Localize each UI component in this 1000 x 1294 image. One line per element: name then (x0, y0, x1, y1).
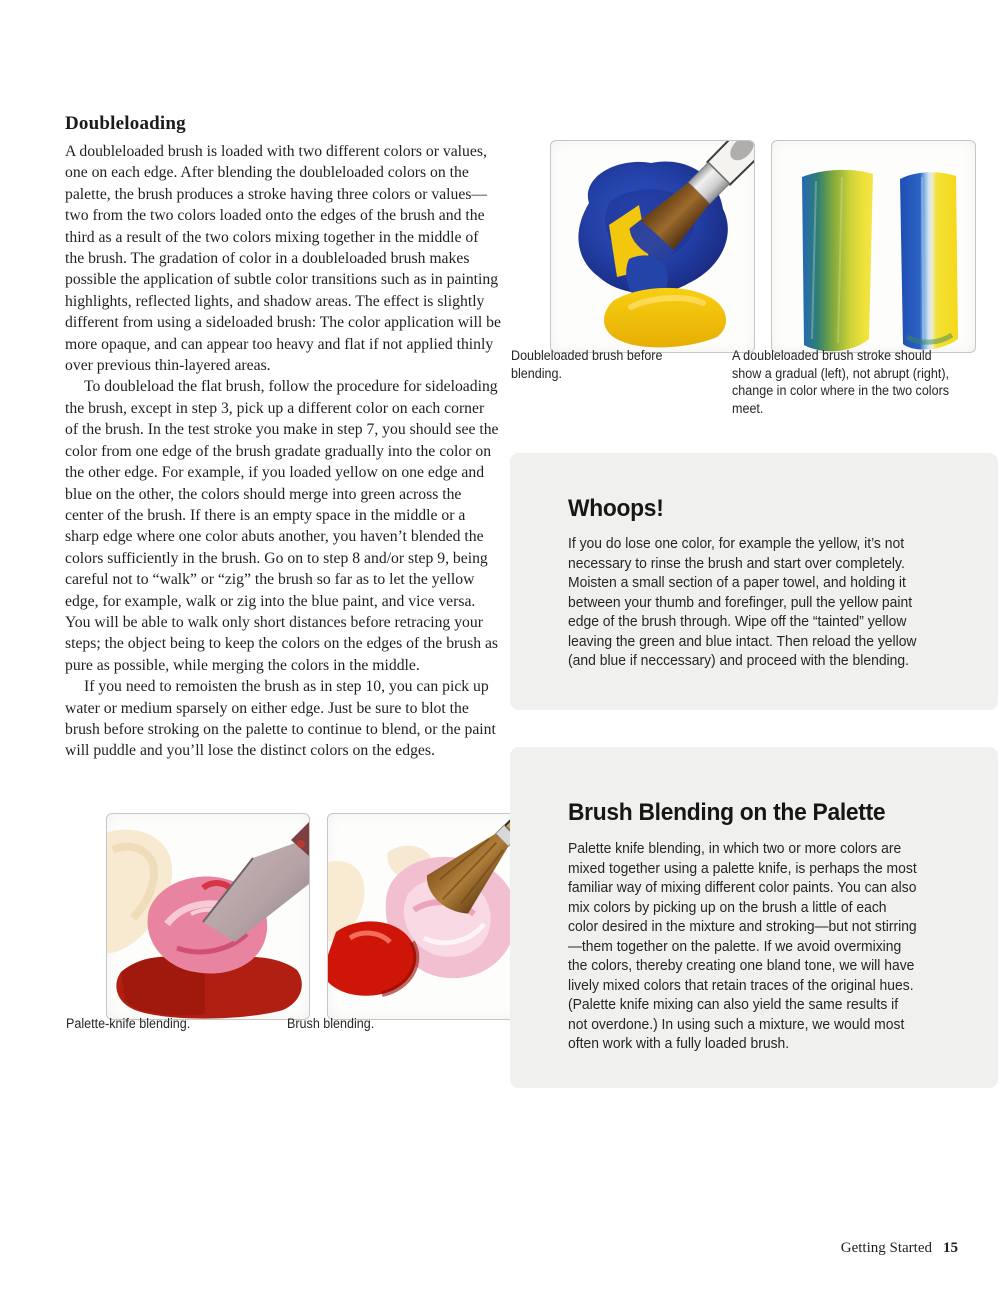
sidebar-whoops (510, 453, 998, 710)
caption-brush-strokes: A doubleloaded brush stroke should show a gradual (left), not abrupt (right), change in color where in the two colors meet. (732, 348, 950, 416)
doubleloaded-brush-photo-illustration (551, 141, 754, 352)
brush-blending-illustration (328, 814, 530, 1019)
paragraph: A doubleloaded brush is loaded with two different colors or values, one on each edge. After blending the doubleloaded colors on the palette, the brush produces a stroke having three colors or values—two from the two colors loaded onto the edges of the brush and the third as a result of the two colors mixing together in the middle of the brush. The gradation of color in a doubleloaded brush makes possible the application of subtle color transitions such as in painting highlights, reflected lights, and shadow areas. The effect is slightly different from using a sideloaded brush: The color application will be more opaque, and can appear too heavy and flat if not applied thinly over previous thin-layered areas. (65, 143, 501, 375)
figure-palette-knife-blending (106, 813, 310, 1020)
figure-doubleloaded-brush (550, 140, 755, 353)
footer-section-title: Getting Started (840, 1240, 932, 1256)
sidebar-whoops-body: If you do lose one color, for example the yellow, it’s not necessary to rinse the brush and start over completely. Moisten a small section of a paper towel, and holding it between your thumb and forefinger, pull the yellow paint edge of the brush through. Wipe off the “tainted” yellow leaving the green and blue intact. Then reload the yellow (and blue if neccessary) and proceed with the blending. (568, 536, 917, 669)
figure-brush-strokes (771, 140, 976, 353)
section-heading: Doubleloading (65, 113, 186, 134)
footer-page-number: 15 (943, 1240, 958, 1256)
page-footer (841, 1240, 958, 1257)
sidebar-brush-blending-body: Palette knife blending, in which two or more colors are mixed together using a palette knife, is perhaps the most familiar way of mixing different color paints. You can also mix colors by picking up on the brush a little of each color desired in the mixture and stroking—but not stirring—them together on the palette. If we avoid overmixing the colors, thereby creating one bland tone, we will have lively mixed colors that retain traces of the original hues. (Palette knife mixing can also yield the same results if not overdone.) In using such a mixture, we would most often work with a fully loaded brush. (568, 841, 917, 1052)
paragraph: If you need to remoisten the brush as in step 10, you can pick up water or medium sparsely on either edge. Just be sure to blot the brush before stroking on the palette to continue to blend, or the paint will puddle and you’ll lose the distinct colors on the edges. (65, 678, 496, 760)
palette-knife-blending-illustration (107, 814, 309, 1019)
figure-brush-blending (327, 813, 531, 1020)
sidebar-whoops-title: Whoops! (568, 495, 664, 522)
brush-strokes-illustration (772, 141, 975, 352)
caption-brush-blending: Brush blending. (287, 1016, 375, 1031)
caption-doubleloaded-brush: Doubleloaded brush before blending. (511, 348, 663, 381)
caption-palette-knife-blending: Palette-knife blending. (66, 1016, 191, 1031)
sidebar-brush-blending-title: Brush Blending on the Palette (568, 799, 886, 826)
sidebar-brush-blending (510, 747, 998, 1088)
article-body (65, 141, 501, 762)
paragraph: To doubleload the flat brush, follow the procedure for sideloading the brush, except in step 3, pick up a different color on each corner of the brush. In the test stroke you make in step 7, you should see the color from one edge of the brush gradate gradually into the color on the other edge. For example, if you loaded yellow on one edge and blue on the other, the colors should merge into green across the center of the brush. If there is an empty space in the middle or a sharp edge where one color abuts another, you haven’t blended the colors sufficiently in the brush. Go on to step 8 and/or step 9, being careful not to “walk” or “zig” the brush so far as to let the yellow edge, for example, walk or zig into the blue paint, and vice versa. You will be able to walk only short distances before retracing your steps; the object being to keep the colors on the edges of the brush as pure as possible, while merging the colors in the middle. (65, 378, 499, 674)
